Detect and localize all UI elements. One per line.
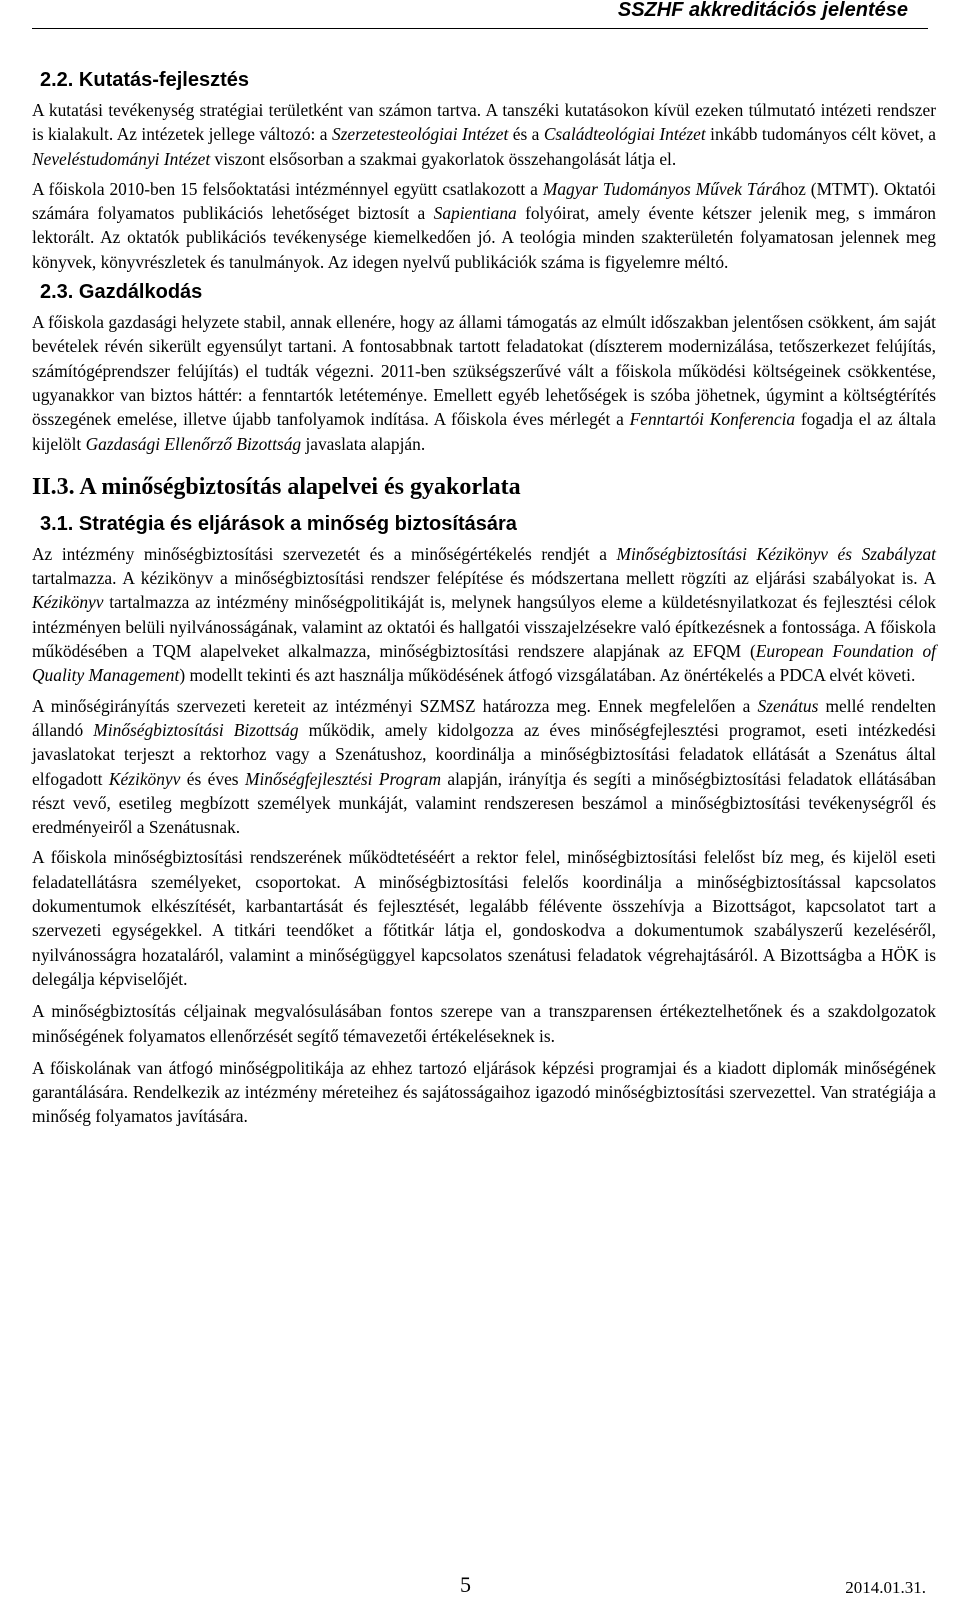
- paragraph-research-2: A főiskola 2010-ben 15 felsőoktatási intézménnyel együtt csatlakozott a Magyar Tudományos Művek Tárához (MTMT). Oktatói számára folyamatos publikációs lehetőséget biztosít a Sapientiana folyóirat, amely évente kétszer jelenik meg, s immáron lektorált. Az oktatók publikációs tevékenysége kiemelkedően jó. A teológia minden szakterületén folyamatosan jelennek meg könyvek, könyvrészletek és tanulmányok. Az idegen nyelvű publikációk száma is figyelemre méltó.: [32, 178, 936, 272]
- paragraph-quality-4: A minőségbiztosítás céljainak megvalósulásában fontos szerepe van a transzparensen értékeztelhetőnek és a szakdolgozatok minőségének folyamatos ellenőrzését segítő témavezetői értékeléseknek is.: [32, 1001, 936, 1046]
- running-header: SSZHF akkreditációs jelentése: [617, 0, 908, 21]
- heading-2-2: 2.2. Kutatás-fejlesztés: [40, 69, 249, 91]
- header-rule: [32, 28, 928, 29]
- heading-2-3: 2.3. Gazdálkodás: [40, 281, 203, 304]
- paragraph-finance: A főiskola gazdasági helyzete stabil, annak ellenére, hogy az állami támogatás az elmúlt időszakban jelentősen csökkent, ám saját bevételek révén sikerült egyensúlyt tartani. A fontosabbnak tartott feladatokat (díszterem modernizálása, tetőszerkezet felújítás, számítógéprendszer felújítás) el tudták végezni. 2011-ben szükségszerűvé vált a főiskola működési költségeinek csökkentése, ugyanakkor van biztos háttér: a fenntartók letéteménye. Emellett egyéb lehetőségek is szóba jöhetnek, úgymint a költségtérítés összegének emelése, illetve újabb tanfolyamok indítása. A főiskola éves mérlegét a Fenntartói Konferencia fogadja el az általa kijelölt Gazdasági Ellenőrző Bizottság javaslata alapján.: [32, 312, 936, 454]
- footer-date: 2014.01.31.: [845, 1578, 926, 1597]
- page-number: 5: [460, 1572, 471, 1597]
- paragraph-research-1: A kutatási tevékenység stratégiai területként van számon tartva. A tanszéki kutatásokon kívül ezeken túlmutató intézeti rendszer is kialakult. Az intézetek jellege változó: a Szerzetesteológiai Intézet és a Családteológiai Intézet inkább tudományos célt követ, a Neveléstudományi Intézet viszont elsősorban a szakmai gyakorlatok összehangolását látja el.: [32, 100, 936, 169]
- paragraph-quality-2: A minőségirányítás szervezeti kereteit az intézményi SZMSZ határozza meg. Ennek megfelelően a Szenátus mellé rendelten állandó Minőségbiztosítási Bizottság működik, amely kidolgozza az éves minőségfejlesztési programot, eseti intézkedési javaslatokat terjeszt a rektorhoz vagy a Szenátushoz, koordinálja a minőségbiztosítási feladatok ellátását a Szenátus által elfogadott Kézikönyv és éves Minőségfejlesztési Program alapján, irányítja és segíti a minőségbiztosítási feladatok ellátásában részt vevő, esetileg megbízott személyek munkáját, valamint rendszeresen beszámol a minőségbiztosítási tevékenységről és eredményeiről a Szenátusnak.: [32, 695, 936, 838]
- heading-II-3: II.3. A minőségbiztosítás alapelvei és gyakorlata: [32, 473, 521, 500]
- paragraph-quality-5: A főiskolának van átfogó minőségpolitikája az ehhez tartozó eljárások képzési programjai és a kiadott diplomák minőségének garantálására. Rendelkezik az intézmény méreteihez és sajátosságaihoz igazodó minőségbiztosítási szervezettel. Van stratégiája a minőség folyamatos javítására.: [32, 1057, 936, 1127]
- document-body: [32, 68, 936, 1135]
- paragraph-quality-1: Az intézmény minőségbiztosítási szervezetét és a minőségértékelés rendjét a Minőségbiztosítási Kézikönyv és Szabályzat tartalmazza. A kézikönyv a minőségbiztosítási rendszer felépítése és módszertana mellett rögzíti az eljárási szabályokat is. A Kézikönyv tartalmazza az intézmény minőségpolitikáját is, melynek hangsúlyos eleme a küldetésnyilatkozat és fejlesztési célok intézményen belüli nyilvánosságának, valamint az oktatói és hallgatói visszajelzésekre való építkezésnek a fontossága. A főiskola működésében a TQM alapelveket alkalmazza, minőségbiztosítási rendszere alapjának az EFQM (European Foundation of Quality Management) modellt tekinti és azt használja működésének átfogó vizsgálatában. Az önértékelés a PDCA elvét követi.: [32, 543, 936, 686]
- paragraph-quality-3: A főiskola minőségbiztosítási rendszerének működtetéséért a rektor felel, minőségbiztosítási felelőst bíz meg, és kijelöl eseti feladatellátásra személyeket, csoportokat. A minőségbiztosítási felelős koordinálja a minőségbiztosítással kapcsolatos dokumentumok elkészítését, karbantartását és fejlesztését, legalább félévente összehívja a Bizottságot, kapcsolatot tart a szervezeti egységekkel. A titkári teendőket a főtitkár látja el, gondoskodva a dokumentumok szabályszerű kezeléséről, nyilvánosságra hozataláról, valamint a minőségüggyel kapcsolatos szenátusi feladatok végrehajtásáról. A Bizottságba a HÖK is delegálja képviselőjét.: [32, 847, 936, 989]
- heading-3-1: 3.1. Stratégia és eljárások a minőség biztosítására: [40, 512, 517, 535]
